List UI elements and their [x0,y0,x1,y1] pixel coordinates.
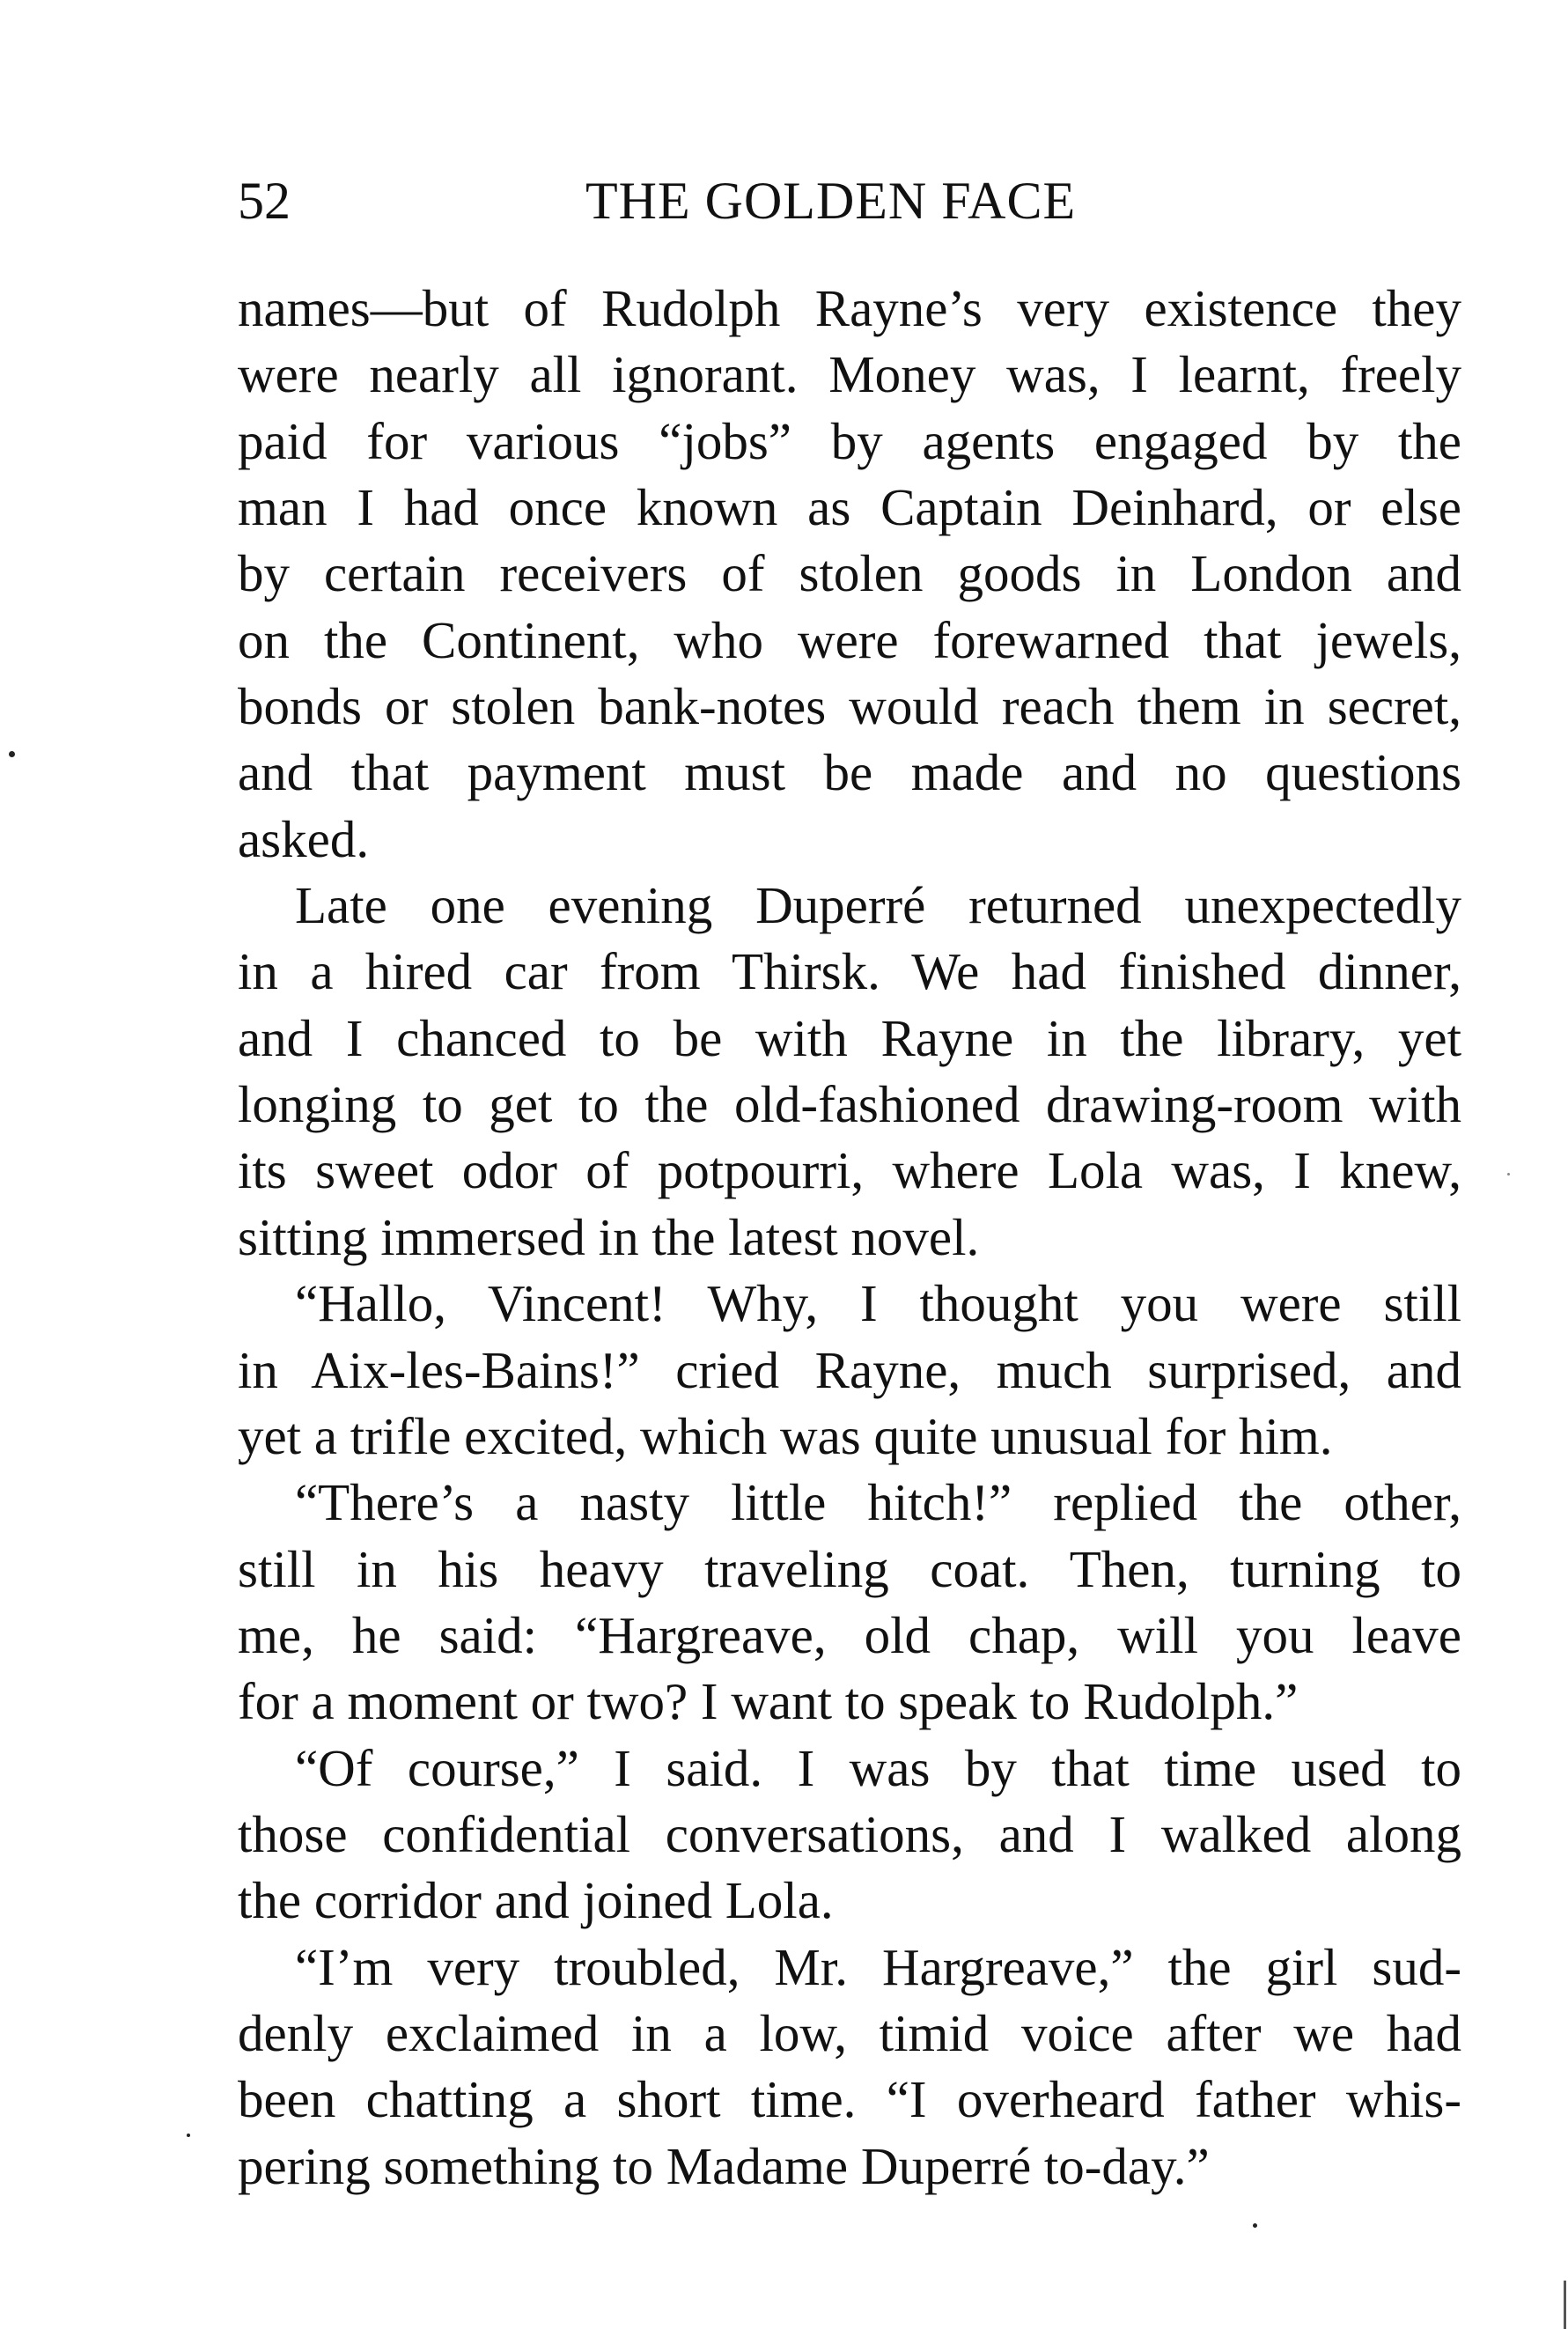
text-line: and I chanced to be with Rayne in the library, yet [238,1008,1461,1067]
text-line: its sweet odor of potpourri, where Lola was, I knew, [238,1141,1461,1200]
text-line: asked. [238,809,370,868]
text-line: in Aix-les-Bains!” cried Rayne, much surprised, and [238,1340,1461,1399]
text-line: for a moment or two? I want to speak to Rudolph.” [238,1672,1299,1731]
text-line: bonds or stolen bank-notes would reach them in secret, [238,677,1461,736]
text-line: man I had once known as Captain Deinhard, or else [238,478,1461,537]
text-line: still in his heavy traveling coat. Then, turning to [238,1539,1461,1598]
text-line: been chatting a short time. “I overheard father whis- [238,2070,1461,2129]
text-line: names—but of Rudolph Rayne’s very existence they [238,279,1461,337]
text-line: and that payment must be made and no questions [238,743,1461,802]
text-line: denly exclaimed in a low, timid voice after we had [238,2003,1461,2062]
running-title: THE GOLDEN FACE [585,172,1077,230]
text-line: the corridor and joined Lola. [238,1871,834,1930]
text-line: paid for various “jobs” by agents engaged by the [238,411,1461,470]
page-header [238,166,1470,236]
scan-speck [9,751,15,757]
text-line: longing to get to the old-fashioned drawing-room with [238,1075,1461,1134]
text-line: pering something to Madame Duperré to-day.” [238,2136,1210,2195]
text-line: “I’m very troubled, Mr. Hargreave,” the girl sud- [295,1937,1461,1996]
body-text [238,276,1461,2200]
text-line: by certain receivers of stolen goods in London and [238,544,1461,603]
scan-speck [1507,1173,1510,1176]
text-line: on the Continent, who were forewarned that jewels, [238,610,1461,669]
text-line: “There’s a nasty little hitch!” replied the other, [295,1473,1461,1532]
text-line: sitting immersed in the latest novel. [238,1207,980,1266]
text-line: “Hallo, Vincent! Why, I thought you were still [295,1274,1461,1333]
text-line: yet a trifle excited, which was quite unusual for him. [238,1406,1333,1465]
text-line: in a hired car from Thirsk. We had finished dinner, [238,942,1461,1001]
text-line: were nearly all ignorant. Money was, I learnt, freely [238,345,1461,404]
page-edge-mark [1564,2281,1566,2329]
text-line: “Of course,” I said. I was by that time used to [295,1738,1461,1797]
text-line: those confidential conversations, and I walked along [238,1804,1461,1863]
scan-speck [1253,2223,1257,2228]
text-line: me, he said: “Hargreave, old chap, will you leave [238,1605,1461,1664]
page-number: 52 [238,172,291,230]
text-line: Late one evening Duperré returned unexpectedly [295,876,1461,935]
scan-speck [187,2134,190,2137]
